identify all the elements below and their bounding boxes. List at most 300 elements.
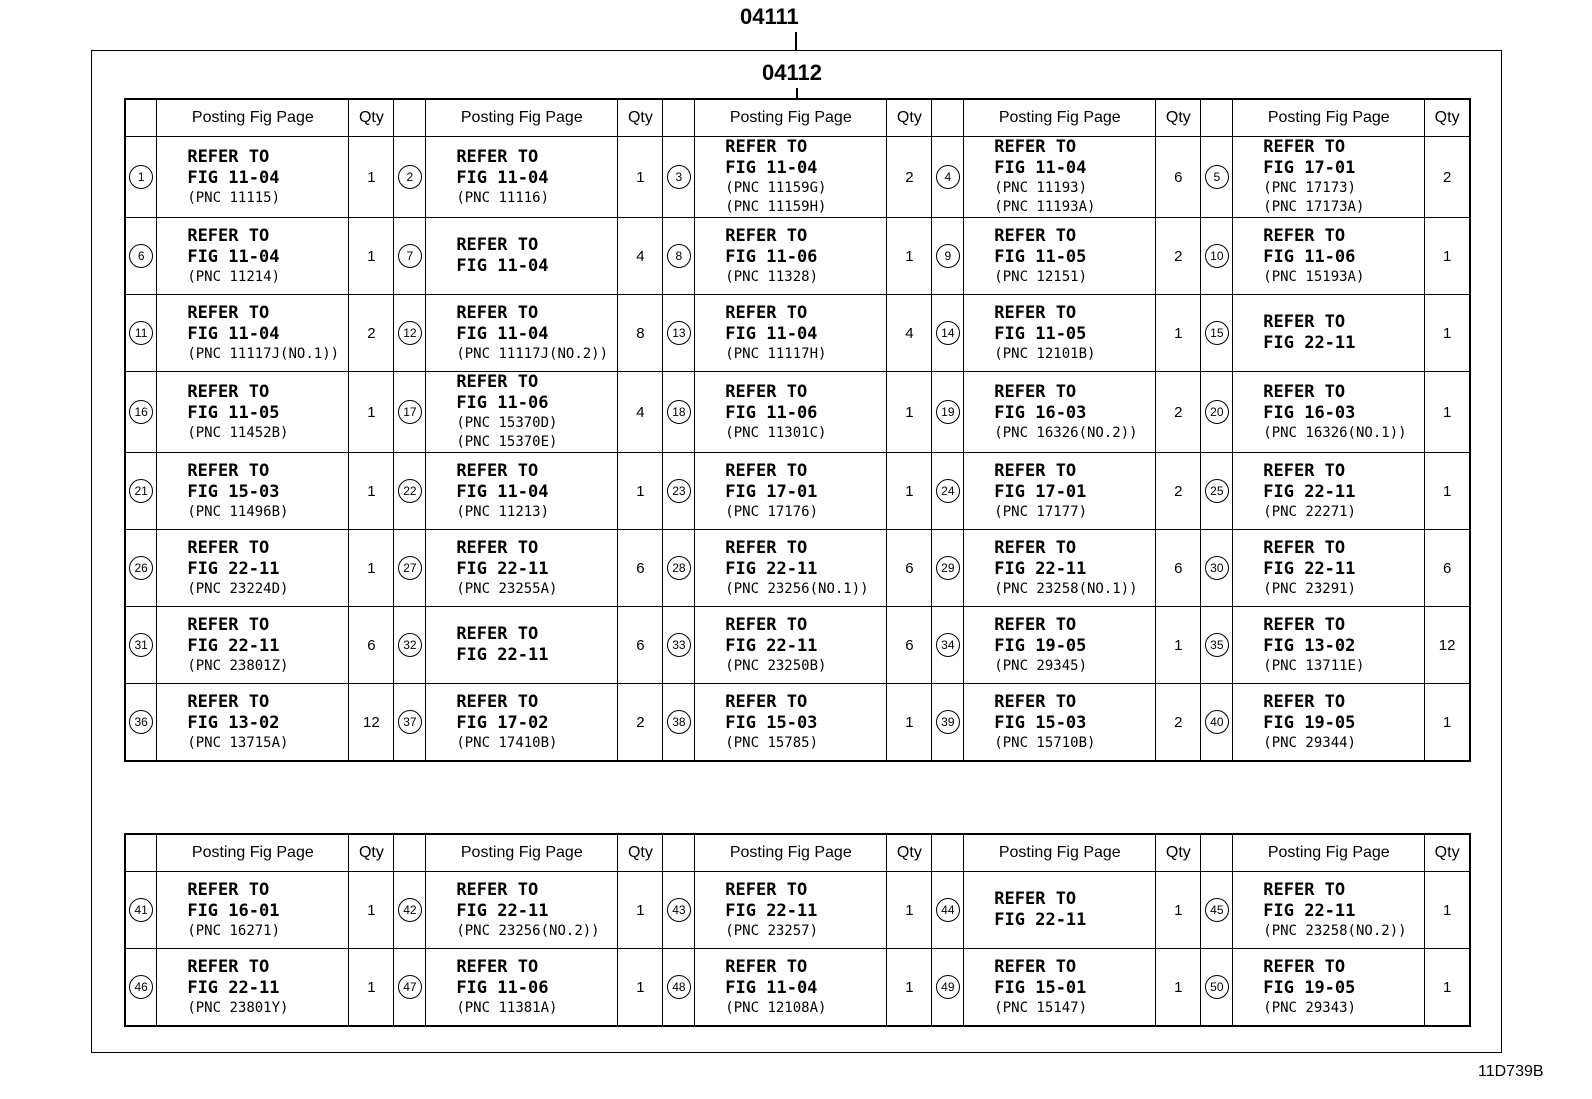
item-number-badge: 23 xyxy=(667,479,691,503)
refer-to-text: REFER TO xyxy=(725,614,808,635)
reference-cell xyxy=(426,684,618,762)
pnc-code: (PNC 15147) xyxy=(994,999,1087,1016)
item-number-cell xyxy=(125,372,157,453)
pnc-code: (PNC 23258(NO.2)) xyxy=(1263,922,1407,939)
qty-cell: 2 xyxy=(349,295,394,372)
item-number-cell xyxy=(932,872,964,949)
reference-cell xyxy=(426,218,618,295)
item-number-cell xyxy=(663,137,695,218)
refer-to-text: REFER TO xyxy=(187,460,270,481)
fig-reference: FIG 11-04 xyxy=(456,256,549,276)
pnc-code: (PNC 23256(NO.1)) xyxy=(725,580,869,597)
item-number-cell xyxy=(663,218,695,295)
item-number-badge: 22 xyxy=(398,479,422,503)
qty-cell: 1 xyxy=(618,872,663,949)
item-number-cell xyxy=(663,295,695,372)
fig-reference: FIG 11-06 xyxy=(1263,246,1356,267)
refer-to-text: REFER TO xyxy=(725,956,808,977)
refer-to-text: REFER TO xyxy=(994,137,1077,157)
reference-cell xyxy=(157,872,349,949)
item-number-cell xyxy=(932,530,964,607)
leader-line-top xyxy=(795,32,797,50)
refer-to-text: REFER TO xyxy=(187,381,270,402)
qty-cell: 1 xyxy=(349,137,394,218)
item-number-badge: 34 xyxy=(936,633,960,657)
fig-reference: FIG 19-05 xyxy=(994,635,1087,656)
qty-cell: 6 xyxy=(1156,137,1201,218)
refer-to-text: REFER TO xyxy=(456,624,539,644)
header-num-cell xyxy=(125,834,157,872)
refer-to-text: REFER TO xyxy=(994,225,1077,246)
item-number-cell xyxy=(394,372,426,453)
item-number-cell xyxy=(394,295,426,372)
refer-to-text: REFER TO xyxy=(725,137,808,157)
reference-cell xyxy=(426,607,618,684)
qty-cell: 1 xyxy=(1425,872,1470,949)
pnc-code: (PNC 22271) xyxy=(1263,503,1356,520)
qty-cell: 12 xyxy=(1425,607,1470,684)
item-number-cell xyxy=(125,137,157,218)
reference-cell xyxy=(695,530,887,607)
reference-cell xyxy=(1233,137,1425,218)
table-row xyxy=(125,295,1470,372)
pnc-code: (PNC 15370E) xyxy=(456,434,558,450)
pnc-code: (PNC 13711E) xyxy=(1263,657,1365,674)
fig-reference: FIG 22-11 xyxy=(725,635,818,656)
refer-to-text: REFER TO xyxy=(187,537,270,558)
item-number-badge: 30 xyxy=(1205,556,1229,580)
refer-to-text: REFER TO xyxy=(1263,225,1346,246)
item-number-badge: 16 xyxy=(129,400,153,424)
fig-reference: FIG 11-06 xyxy=(456,977,549,998)
item-number-badge: 21 xyxy=(129,479,153,503)
header-row xyxy=(125,99,1470,137)
fig-reference: FIG 13-02 xyxy=(187,712,280,733)
pnc-code: (PNC 11328) xyxy=(725,268,819,285)
qty-cell: 4 xyxy=(618,218,663,295)
qty-cell: 6 xyxy=(349,607,394,684)
item-number-cell xyxy=(1201,372,1233,453)
item-number-badge: 10 xyxy=(1205,244,1229,268)
item-number-badge: 50 xyxy=(1205,975,1229,999)
fig-reference: FIG 22-11 xyxy=(994,910,1087,930)
pnc-code: (PNC 11214) xyxy=(187,268,281,285)
item-number-badge: 20 xyxy=(1205,400,1229,424)
header-qty: Qty xyxy=(349,834,394,872)
header-fig-page: Posting Fig Page xyxy=(426,99,618,137)
qty-cell: 2 xyxy=(618,684,663,762)
qty-cell: 1 xyxy=(1156,872,1201,949)
qty-cell: 1 xyxy=(1156,949,1201,1027)
table-row xyxy=(125,872,1470,949)
refer-to-text: REFER TO xyxy=(456,537,539,558)
fig-reference: FIG 16-03 xyxy=(994,402,1087,423)
item-number-badge: 46 xyxy=(129,975,153,999)
refer-to-text: REFER TO xyxy=(456,302,539,323)
fig-reference: FIG 11-06 xyxy=(725,246,818,267)
table-row xyxy=(125,137,1470,218)
item-number-cell xyxy=(125,218,157,295)
item-number-cell xyxy=(125,684,157,762)
refer-to-text: REFER TO xyxy=(1263,879,1346,900)
fig-reference: FIG 22-11 xyxy=(1263,481,1356,502)
item-number-badge: 11 xyxy=(129,321,153,345)
qty-cell: 1 xyxy=(1425,684,1470,762)
pnc-code: (PNC 29345) xyxy=(994,657,1087,674)
reference-cell xyxy=(695,949,887,1027)
pnc-code: (PNC 11159H) xyxy=(725,199,827,215)
reference-cell xyxy=(695,607,887,684)
reference-cell xyxy=(157,684,349,762)
pnc-code: (PNC 16326(NO.2)) xyxy=(994,424,1138,441)
illustration-code: 11D739B xyxy=(1478,1063,1544,1080)
reference-cell xyxy=(1233,607,1425,684)
fig-reference: FIG 11-05 xyxy=(994,246,1087,267)
item-number-badge: 36 xyxy=(129,710,153,734)
header-qty: Qty xyxy=(618,834,663,872)
qty-cell: 6 xyxy=(887,530,932,607)
reference-cell xyxy=(1233,530,1425,607)
item-number-cell xyxy=(932,295,964,372)
item-number-badge: 14 xyxy=(936,321,960,345)
qty-cell: 1 xyxy=(887,949,932,1027)
item-number-badge: 40 xyxy=(1205,710,1229,734)
refer-to-text: REFER TO xyxy=(187,614,270,635)
refer-to-text: REFER TO xyxy=(994,302,1077,323)
fig-reference: FIG 17-01 xyxy=(725,481,818,502)
qty-cell: 4 xyxy=(887,295,932,372)
refer-to-text: REFER TO xyxy=(725,381,808,402)
refer-to-text: REFER TO xyxy=(456,879,539,900)
pnc-code: (PNC 11116) xyxy=(456,189,550,206)
reference-cell xyxy=(964,372,1156,453)
item-number-cell xyxy=(932,684,964,762)
header-qty: Qty xyxy=(887,99,932,137)
item-number-badge: 9 xyxy=(936,244,960,268)
reference-cell xyxy=(964,453,1156,530)
item-number-cell xyxy=(125,872,157,949)
reference-cell xyxy=(157,453,349,530)
reference-cell xyxy=(426,530,618,607)
item-number-cell xyxy=(1201,295,1233,372)
item-number-badge: 25 xyxy=(1205,479,1229,503)
qty-cell: 1 xyxy=(349,872,394,949)
qty-cell: 6 xyxy=(618,530,663,607)
fig-reference: FIG 16-03 xyxy=(1263,402,1356,423)
reference-cell xyxy=(964,295,1156,372)
qty-cell: 1 xyxy=(618,949,663,1027)
reference-table-upper xyxy=(124,98,1471,762)
refer-to-text: REFER TO xyxy=(187,956,270,977)
pnc-code: (PNC 29343) xyxy=(1263,999,1356,1016)
reference-cell xyxy=(695,137,887,218)
item-number-badge: 4 xyxy=(936,165,960,189)
fig-reference: FIG 22-11 xyxy=(456,645,549,665)
pnc-code: (PNC 17173A) xyxy=(1263,199,1365,215)
table-row xyxy=(125,530,1470,607)
header-fig-page: Posting Fig Page xyxy=(695,99,887,137)
item-number-cell xyxy=(1201,684,1233,762)
qty-cell: 1 xyxy=(887,372,932,453)
refer-to-text: REFER TO xyxy=(456,691,539,712)
qty-cell: 6 xyxy=(887,607,932,684)
qty-cell: 1 xyxy=(1425,218,1470,295)
pnc-code: (PNC 17176) xyxy=(725,503,819,520)
reference-cell xyxy=(1233,218,1425,295)
fig-reference: FIG 22-11 xyxy=(725,558,818,579)
fig-reference: FIG 15-03 xyxy=(187,481,280,502)
qty-cell: 1 xyxy=(887,453,932,530)
fig-reference: FIG 11-05 xyxy=(994,323,1087,344)
reference-cell xyxy=(157,137,349,218)
pnc-code: (PNC 15710B) xyxy=(994,734,1096,751)
fig-reference: FIG 22-11 xyxy=(456,900,549,921)
header-fig-page: Posting Fig Page xyxy=(964,99,1156,137)
header-fig-page: Posting Fig Page xyxy=(1233,99,1425,137)
table-row xyxy=(125,607,1470,684)
pnc-code: (PNC 17410B) xyxy=(456,734,558,751)
refer-to-text: REFER TO xyxy=(456,372,539,392)
refer-to-text: REFER TO xyxy=(725,879,808,900)
header-qty: Qty xyxy=(618,99,663,137)
header-qty: Qty xyxy=(1156,99,1201,137)
refer-to-text: REFER TO xyxy=(994,381,1077,402)
fig-reference: FIG 22-11 xyxy=(187,977,280,998)
qty-cell: 1 xyxy=(1425,372,1470,453)
reference-cell xyxy=(157,530,349,607)
fig-reference: FIG 11-04 xyxy=(187,323,280,344)
pnc-code: (PNC 11301C) xyxy=(725,424,827,441)
table-row xyxy=(125,949,1470,1027)
pnc-code: (PNC 29344) xyxy=(1263,734,1356,751)
item-number-badge: 13 xyxy=(667,321,691,345)
header-fig-page: Posting Fig Page xyxy=(695,834,887,872)
refer-to-text: REFER TO xyxy=(725,302,808,323)
item-number-badge: 33 xyxy=(667,633,691,657)
pnc-code: (PNC 23801Y) xyxy=(187,999,289,1016)
refer-to-text: REFER TO xyxy=(187,225,270,246)
header-qty: Qty xyxy=(1425,99,1470,137)
fig-reference: FIG 17-01 xyxy=(994,481,1087,502)
qty-cell: 1 xyxy=(618,453,663,530)
pnc-code: (PNC 23224D) xyxy=(187,580,289,597)
header-qty: Qty xyxy=(1156,834,1201,872)
refer-to-text: REFER TO xyxy=(725,225,808,246)
refer-to-text: REFER TO xyxy=(187,302,270,323)
pnc-code: (PNC 12101B) xyxy=(994,345,1096,362)
item-number-badge: 1 xyxy=(129,165,153,189)
item-number-cell xyxy=(394,607,426,684)
qty-cell: 6 xyxy=(1425,530,1470,607)
item-number-badge: 18 xyxy=(667,400,691,424)
pnc-code: (PNC 11381A) xyxy=(456,999,558,1016)
item-number-badge: 47 xyxy=(398,975,422,999)
fig-reference: FIG 11-04 xyxy=(456,481,549,502)
assembly-code-04112: 04112 xyxy=(762,60,822,85)
item-number-cell xyxy=(394,453,426,530)
fig-reference: FIG 11-04 xyxy=(456,323,549,344)
header-qty: Qty xyxy=(887,834,932,872)
fig-reference: FIG 11-04 xyxy=(725,977,818,998)
refer-to-text: REFER TO xyxy=(1263,691,1346,712)
reference-cell xyxy=(426,949,618,1027)
fig-reference: FIG 15-01 xyxy=(994,977,1087,998)
reference-cell xyxy=(157,949,349,1027)
refer-to-text: REFER TO xyxy=(456,460,539,481)
item-number-cell xyxy=(663,453,695,530)
fig-reference: FIG 22-11 xyxy=(187,558,280,579)
qty-cell: 2 xyxy=(1156,684,1201,762)
item-number-badge: 49 xyxy=(936,975,960,999)
refer-to-text: REFER TO xyxy=(725,460,808,481)
qty-cell: 1 xyxy=(1425,453,1470,530)
item-number-cell xyxy=(1201,872,1233,949)
item-number-badge: 41 xyxy=(129,898,153,922)
header-fig-page: Posting Fig Page xyxy=(426,834,618,872)
header-qty: Qty xyxy=(349,99,394,137)
qty-cell: 6 xyxy=(1156,530,1201,607)
pnc-code: (PNC 11452B) xyxy=(187,424,289,441)
table-row xyxy=(125,372,1470,453)
reference-cell xyxy=(1233,684,1425,762)
header-fig-page: Posting Fig Page xyxy=(964,834,1156,872)
item-number-cell xyxy=(932,453,964,530)
reference-cell xyxy=(964,530,1156,607)
qty-cell: 1 xyxy=(349,218,394,295)
pnc-code: (PNC 11213) xyxy=(456,503,550,520)
item-number-cell xyxy=(932,949,964,1027)
reference-cell xyxy=(964,137,1156,218)
header-num-cell xyxy=(125,99,157,137)
item-number-cell xyxy=(394,137,426,218)
header-fig-page: Posting Fig Page xyxy=(157,99,349,137)
reference-cell xyxy=(695,872,887,949)
fig-reference: FIG 11-04 xyxy=(994,158,1087,178)
item-number-badge: 28 xyxy=(667,556,691,580)
reference-cell xyxy=(964,872,1156,949)
refer-to-text: REFER TO xyxy=(994,537,1077,558)
refer-to-text: REFER TO xyxy=(1263,312,1346,332)
reference-cell xyxy=(1233,949,1425,1027)
item-number-cell xyxy=(394,530,426,607)
qty-cell: 1 xyxy=(887,218,932,295)
reference-cell xyxy=(695,218,887,295)
item-number-cell xyxy=(663,372,695,453)
header-num-cell xyxy=(663,99,695,137)
reference-cell xyxy=(1233,872,1425,949)
qty-cell: 1 xyxy=(349,949,394,1027)
refer-to-text: REFER TO xyxy=(1263,460,1346,481)
item-number-cell xyxy=(125,530,157,607)
pnc-code: (PNC 12108A) xyxy=(725,999,827,1016)
item-number-badge: 38 xyxy=(667,710,691,734)
pnc-code: (PNC 23257) xyxy=(725,922,819,939)
pnc-code: (PNC 23256(NO.2)) xyxy=(456,922,600,939)
reference-cell xyxy=(426,137,618,218)
refer-to-text: REFER TO xyxy=(725,537,808,558)
item-number-cell xyxy=(663,607,695,684)
fig-reference: FIG 22-11 xyxy=(725,900,818,921)
reference-cell xyxy=(426,295,618,372)
item-number-badge: 27 xyxy=(398,556,422,580)
item-number-badge: 35 xyxy=(1205,633,1229,657)
item-number-cell xyxy=(1201,218,1233,295)
qty-cell: 6 xyxy=(618,607,663,684)
assembly-code-04111: 04111 xyxy=(740,4,799,29)
qty-cell: 1 xyxy=(349,530,394,607)
qty-cell: 2 xyxy=(887,137,932,218)
pnc-code: (PNC 15370D) xyxy=(456,415,558,431)
item-number-badge: 43 xyxy=(667,898,691,922)
reference-cell xyxy=(426,453,618,530)
fig-reference: FIG 11-04 xyxy=(187,246,280,267)
qty-cell: 1 xyxy=(618,137,663,218)
fig-reference: FIG 16-01 xyxy=(187,900,280,921)
item-number-badge: 32 xyxy=(398,633,422,657)
qty-cell: 1 xyxy=(1156,295,1201,372)
qty-cell: 12 xyxy=(349,684,394,762)
refer-to-text: REFER TO xyxy=(456,235,539,255)
item-number-badge: 39 xyxy=(936,710,960,734)
fig-reference: FIG 22-11 xyxy=(994,558,1087,579)
refer-to-text: REFER TO xyxy=(187,691,270,712)
item-number-cell xyxy=(394,684,426,762)
item-number-badge: 12 xyxy=(398,321,422,345)
pnc-code: (PNC 12151) xyxy=(994,268,1087,285)
refer-to-text: REFER TO xyxy=(456,146,539,167)
fig-reference: FIG 17-02 xyxy=(456,712,549,733)
reference-cell xyxy=(1233,295,1425,372)
fig-reference: FIG 15-03 xyxy=(994,712,1087,733)
reference-cell xyxy=(695,372,887,453)
qty-cell: 1 xyxy=(1156,607,1201,684)
qty-cell: 8 xyxy=(618,295,663,372)
refer-to-text: REFER TO xyxy=(994,956,1077,977)
pnc-code: (PNC 11115) xyxy=(187,189,281,206)
refer-to-text: REFER TO xyxy=(994,691,1077,712)
refer-to-text: REFER TO xyxy=(994,614,1077,635)
pnc-code: (PNC 11496B) xyxy=(187,503,289,520)
qty-cell: 4 xyxy=(618,372,663,453)
header-fig-page: Posting Fig Page xyxy=(157,834,349,872)
refer-to-text: REFER TO xyxy=(1263,956,1346,977)
refer-to-text: REFER TO xyxy=(725,691,808,712)
header-qty: Qty xyxy=(1425,834,1470,872)
reference-cell xyxy=(1233,372,1425,453)
refer-to-text: REFER TO xyxy=(994,889,1077,909)
refer-to-text: REFER TO xyxy=(1263,614,1346,635)
item-number-badge: 24 xyxy=(936,479,960,503)
pnc-code: (PNC 11117H) xyxy=(725,345,827,362)
item-number-badge: 26 xyxy=(129,556,153,580)
table-row xyxy=(125,218,1470,295)
reference-cell xyxy=(964,218,1156,295)
item-number-badge: 6 xyxy=(129,244,153,268)
pnc-code: (PNC 15193A) xyxy=(1263,268,1365,285)
refer-to-text: REFER TO xyxy=(187,146,270,167)
item-number-badge: 37 xyxy=(398,710,422,734)
reference-cell xyxy=(157,372,349,453)
item-number-badge: 2 xyxy=(398,165,422,189)
table-row xyxy=(125,684,1470,762)
qty-cell: 2 xyxy=(1156,372,1201,453)
fig-reference: FIG 11-06 xyxy=(456,393,549,413)
pnc-code: (PNC 11193) xyxy=(994,180,1087,196)
item-number-badge: 17 xyxy=(398,400,422,424)
fig-reference: FIG 17-01 xyxy=(1263,158,1356,178)
item-number-badge: 19 xyxy=(936,400,960,424)
qty-cell: 1 xyxy=(349,453,394,530)
